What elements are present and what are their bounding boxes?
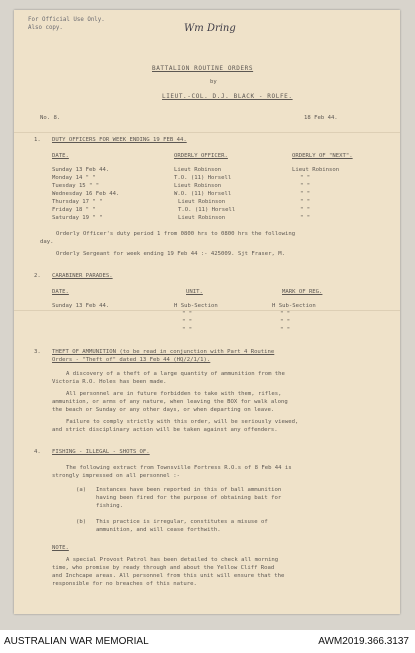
duty-row-officer: Lieut Robinson bbox=[178, 215, 226, 221]
author-line: LIEUT.-COL. D.J. BLACK - ROLFE. bbox=[162, 93, 293, 100]
section-1-number: 1. bbox=[34, 137, 41, 143]
duty-row-date: Wednesday 16 Feb 44. bbox=[52, 191, 120, 197]
fold-crease bbox=[14, 310, 400, 311]
item-b-line: This practice is irregular, constitutes a misuse of bbox=[96, 519, 268, 525]
item-b-label: (b) bbox=[76, 519, 87, 525]
duty-row-date: Thursday 17 " " bbox=[52, 199, 103, 205]
stamp-line-1: For Official Use Only. bbox=[28, 17, 105, 23]
document-sheet bbox=[14, 10, 400, 614]
section-3-paragraph-line: All personnel are in future forbidden to take with them, rifles, bbox=[66, 391, 282, 397]
item-b-line: ammunition, and will cease forthwith. bbox=[96, 527, 221, 533]
duty-row-officer: W.O. (11) Horsell bbox=[174, 191, 232, 197]
duty-row-officer: Lieut Robinson bbox=[174, 167, 222, 173]
duty-row-date: Sunday 13 Feb 44. bbox=[52, 167, 110, 173]
note-line: and Inchcape areas. All personnel from this unit will ensure that the bbox=[52, 573, 285, 579]
duty-row-officer: T.O. (11) Horsell bbox=[178, 207, 236, 213]
section-3-heading: Orders - "Theft of" dated 13 Feb 44 (HQ/2/1/1). bbox=[52, 357, 211, 363]
section-3-paragraph-line: the beach or Sunday or any other days, or when departing on leave. bbox=[52, 407, 275, 413]
section-1-col-officer: ORDERLY OFFICER. bbox=[174, 153, 228, 159]
section-3-paragraph-line: ammunition, or arms of any nature, when leaving the BOX for walk along bbox=[52, 399, 288, 405]
duty-row-date: Saturday 19 " " bbox=[52, 215, 103, 221]
section-2-number: 2. bbox=[34, 273, 41, 279]
section-3-paragraph-line: Victoria R.O. Holes has been made. bbox=[52, 379, 167, 385]
section-2-heading: CARABINER PARADES. bbox=[52, 273, 113, 279]
duty-row-next: " " bbox=[300, 215, 311, 221]
section-4-heading: FISHING - ILLEGAL - SHOTS OF. bbox=[52, 449, 150, 455]
duty-row-officer: Lieut Robinson bbox=[178, 199, 226, 205]
item-a-line: fishing. bbox=[96, 503, 123, 509]
section-1-note-line: Orderly Officer's duty period 1 from 0800 hrs to 0800 hrs the following bbox=[56, 231, 296, 237]
parade-row-mark: H Sub-Section bbox=[272, 303, 316, 309]
duty-row-next: " " bbox=[300, 191, 311, 197]
section-2-col-date: DATE. bbox=[52, 289, 69, 295]
section-2-col-unit: UNIT. bbox=[186, 289, 203, 295]
section-3-paragraph-line: and strict disciplinary action will be taken against any offenders. bbox=[52, 427, 278, 433]
section-1-orderly-sergeant: Orderly Sergeant for week ending 19 Feb 44 :- 425009. Sjt Fraser, M. bbox=[56, 251, 286, 257]
parade-row-mark: " " bbox=[280, 319, 291, 325]
duty-row-next: " " bbox=[300, 175, 311, 181]
parade-row-mark: " " bbox=[280, 311, 291, 317]
section-1-col-next: ORDERLY OF "NEXT". bbox=[292, 153, 353, 159]
section-3-heading: THEFT OF AMMUNITION (to be read in conjunction with Part 4 Routine bbox=[52, 349, 275, 355]
note-line: time, who promise by ready through and about the Yellow Cliff Road bbox=[52, 565, 275, 571]
section-3-paragraph-line: Failure to comply strictly with this order, will be seriously viewed, bbox=[66, 419, 299, 425]
archive-footer bbox=[0, 630, 415, 653]
item-a-label: (a) bbox=[76, 487, 87, 493]
document-title: BATTALION ROUTINE ORDERS bbox=[152, 65, 254, 72]
handwritten-signature: Wm Dring bbox=[184, 23, 236, 34]
duty-row-date: Friday 18 " " bbox=[52, 207, 96, 213]
section-1-heading: DUTY OFFICERS FOR WEEK ENDING 19 FEB 44. bbox=[52, 137, 187, 143]
footer-accession-number: AWM2019.366.3137 bbox=[318, 636, 409, 647]
parade-row-unit: H Sub-Section bbox=[174, 303, 218, 309]
section-4-intro-line: strongly impressed on all personnel :- bbox=[52, 473, 180, 479]
duty-row-next: Lieut Robinson bbox=[292, 167, 340, 173]
parade-row-date: Sunday 13 Feb 44. bbox=[52, 303, 110, 309]
item-a-line: having been fired for the purpose of obtaining bait for bbox=[96, 495, 282, 501]
note-line: responsible for no breaches of this nature. bbox=[52, 581, 197, 587]
parade-row-unit: " " bbox=[182, 327, 193, 333]
duty-row-next: " " bbox=[300, 207, 311, 213]
note-line: A special Provost Patrol has been detailed to check all morning bbox=[66, 557, 279, 563]
section-3-number: 3. bbox=[34, 349, 41, 355]
parade-row-unit: " " bbox=[182, 319, 193, 325]
order-number: No. 8. bbox=[40, 115, 61, 121]
note-label: NOTE. bbox=[52, 545, 69, 551]
order-date: 18 Feb 44. bbox=[304, 115, 338, 121]
section-4-intro-line: The following extract from Townsville Fortress R.O.s of 8 Feb 44 is bbox=[66, 465, 292, 471]
parade-row-unit: " " bbox=[182, 311, 193, 317]
duty-row-date: Monday 14 " " bbox=[52, 175, 96, 181]
parade-row-mark: " " bbox=[280, 327, 291, 333]
duty-row-next: " " bbox=[300, 199, 311, 205]
fold-crease bbox=[14, 132, 400, 133]
by-line: by bbox=[210, 79, 217, 85]
footer-institution: AUSTRALIAN WAR MEMORIAL bbox=[4, 636, 149, 647]
duty-row-officer: T.O. (11) Horsell bbox=[174, 175, 232, 181]
duty-row-officer: Lieut Robinson bbox=[174, 183, 222, 189]
section-4-number: 4. bbox=[34, 449, 41, 455]
duty-row-date: Tuesday 15 " " bbox=[52, 183, 100, 189]
section-1-note-line: day. bbox=[40, 239, 54, 245]
section-1-col-date: DATE. bbox=[52, 153, 69, 159]
duty-row-next: " " bbox=[300, 183, 311, 189]
stamp-line-2: Also copy. bbox=[28, 25, 63, 31]
item-a-line: Instances have been reported in this of ball ammunition bbox=[96, 487, 282, 493]
section-2-col-mark: MARK OF REG. bbox=[282, 289, 323, 295]
section-3-paragraph-line: A discovery of a theft of a large quantity of ammunition from the bbox=[66, 371, 285, 377]
